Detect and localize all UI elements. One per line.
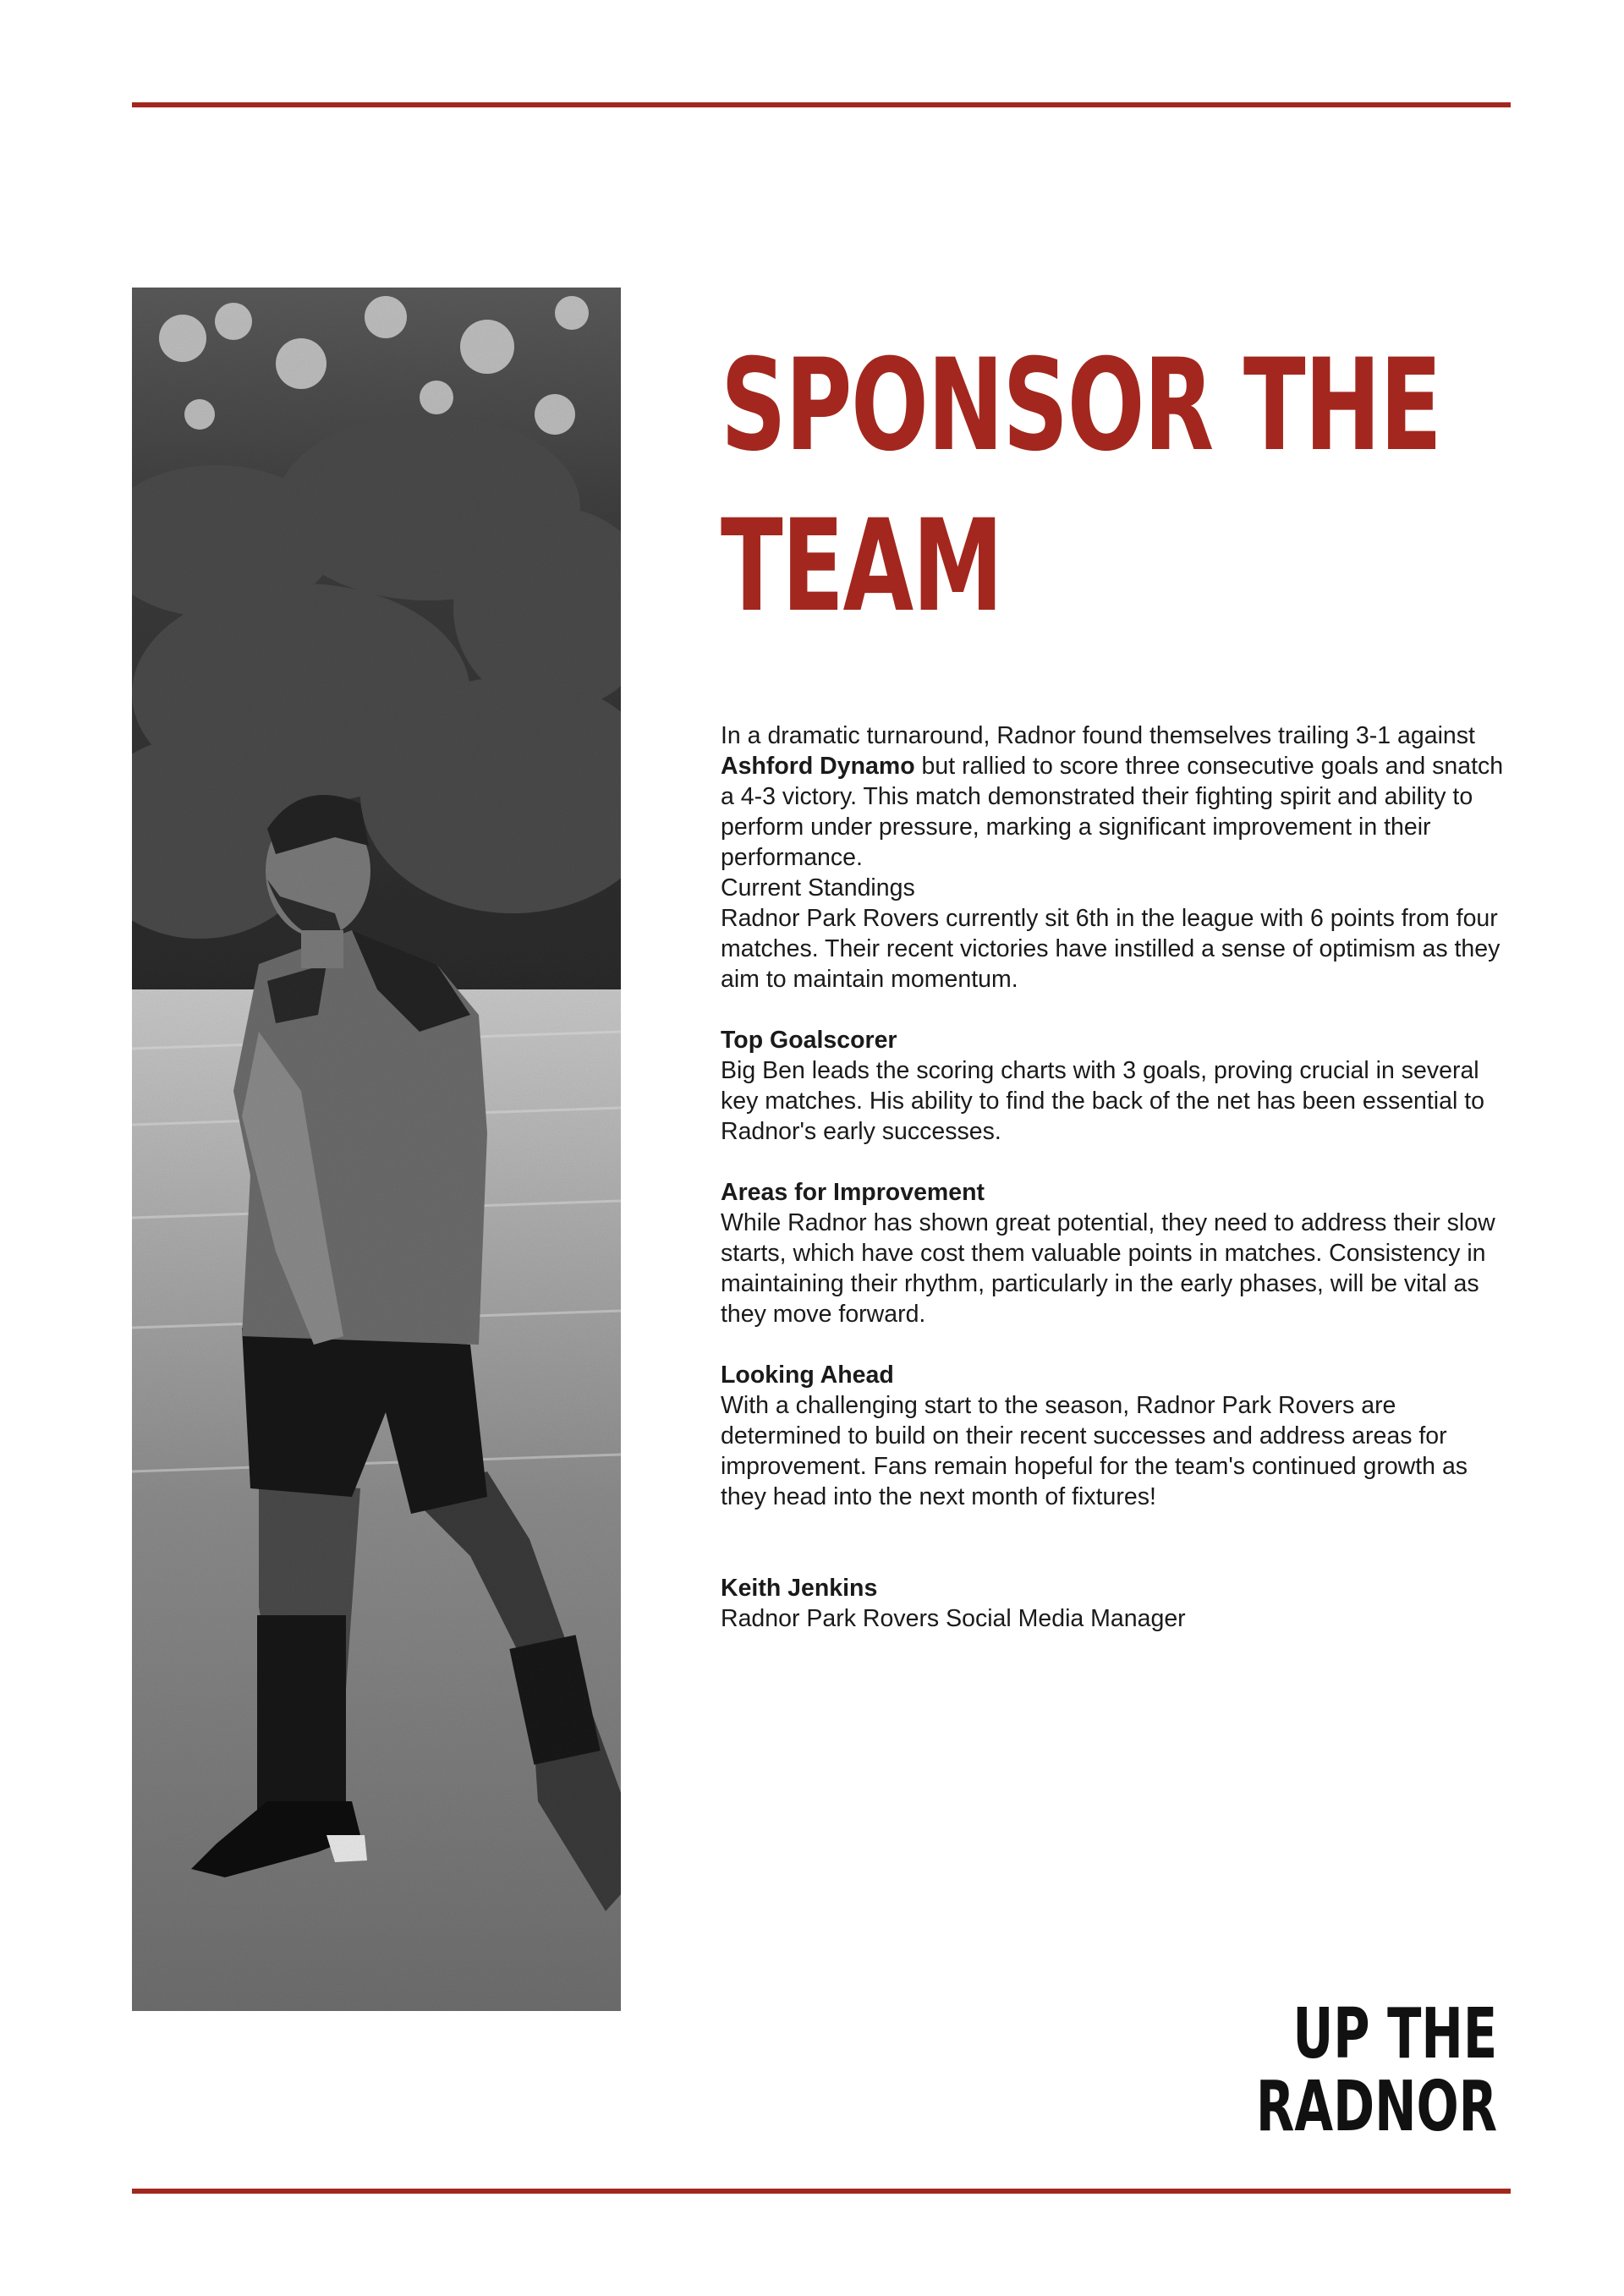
slogan-line-1: UP THE bbox=[1292, 1994, 1497, 2074]
improvement-paragraph: While Radnor has shown great potential, they need to address their slow starts, which have cost them valuable points in matches. Consistency in maintaining their rhythm, particularly in the early phases, will be vital as they move forward. bbox=[721, 1209, 1495, 1328]
looking-ahead-paragraph: With a challenging start to the season, Radnor Park Rovers are determined to build on their recent successes and address areas for improvement. Fans remain hopeful for the team's continued growth as they head into the next month of fixtures! bbox=[721, 1392, 1468, 1510]
standings-heading: Current Standings bbox=[721, 874, 915, 901]
slogan-line-2: RADNOR bbox=[1255, 2067, 1497, 2147]
looking-ahead-heading: Looking Ahead bbox=[721, 1362, 894, 1389]
article-body bbox=[721, 721, 1507, 1634]
author-role: Radnor Park Rovers Social Media Manager bbox=[721, 1605, 1186, 1632]
player-photo bbox=[132, 288, 621, 2011]
opponent-name: Ashford Dynamo bbox=[721, 753, 915, 780]
scorer-paragraph: Big Ben leads the scoring charts with 3 goals, proving crucial in several key matches. His ability to find the back of the net has been essential to Radnor's early successes. bbox=[721, 1057, 1485, 1145]
headline-line-1: SPONSOR THE bbox=[721, 332, 1441, 479]
improvement-heading: Areas for Improvement bbox=[721, 1179, 985, 1206]
slogan bbox=[1162, 1994, 1497, 2147]
headline bbox=[721, 326, 1482, 647]
bottom-divider bbox=[132, 2189, 1511, 2194]
intro-text-pre: In a dramatic turnaround, Radnor found themselves trailing 3-1 against bbox=[721, 722, 1475, 749]
scorer-heading: Top Goalscorer bbox=[721, 1027, 897, 1054]
intro-paragraph bbox=[721, 721, 1507, 873]
player-photo-graphic bbox=[132, 288, 621, 2011]
headline-line-2: TEAM bbox=[721, 493, 1002, 640]
top-divider bbox=[132, 102, 1511, 107]
intro-text-post: but rallied to score three consecutive goals and snatch a 4-3 victory. This match demonstrated their fighting spirit and ability to perform under pressure, marking a significant improvement in their performance. bbox=[721, 753, 1504, 871]
standings-paragraph: Radnor Park Rovers currently sit 6th in the league with 6 points from four matches. Their recent victories have instilled a sense of optimism as they aim to maintain momentum. bbox=[721, 905, 1501, 993]
author-name: Keith Jenkins bbox=[721, 1575, 878, 1602]
